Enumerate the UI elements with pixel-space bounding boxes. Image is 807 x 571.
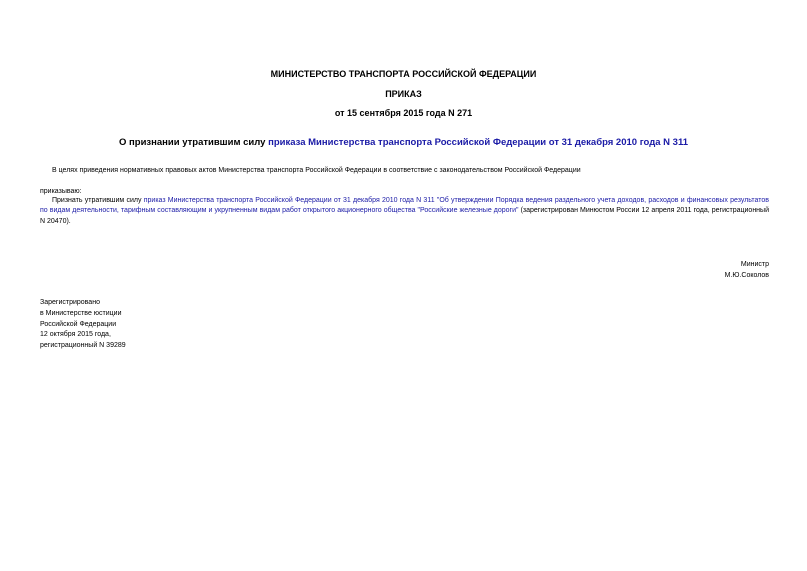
- document-title: [0, 137, 807, 149]
- document-date: от 15 сентября 2015 года N 271: [334, 108, 473, 118]
- title-link[interactable]: приказа Министерства транспорта Российской Федерации от 31 декабря 2010 года N 311: [268, 137, 688, 148]
- registration-line: Российской Федерации: [40, 320, 117, 328]
- paragraph-link[interactable]: приказ Министерства транспорта Российской Федерации от 31 декабря 2010 года N 311 "Об утверждении Порядка ведения раздельного учета доходов, расходов и финансовых результатов по видам деятельности, тарифным составляющим и укрупненным видам работ открытого акционерного общества "Российские железные дороги": [40, 197, 770, 215]
- registration-line: 12 октября 2015 года,: [40, 331, 111, 339]
- order-word: приказываю:: [40, 188, 82, 195]
- document-type: ПРИКАЗ: [385, 89, 422, 99]
- main-paragraph: [40, 196, 769, 227]
- paragraph-prefix: Признать утратившим силу: [52, 197, 144, 204]
- signature-title: Министр: [740, 261, 769, 268]
- ministry-heading: МИНИСТЕРСТВО ТРАНСПОРТА РОССИЙСКОЙ ФЕДЕРАЦИИ: [270, 69, 537, 79]
- registration-line: в Министерстве юстиции: [40, 309, 122, 317]
- title-prefix: О признании утратившим силу: [119, 137, 269, 148]
- paragraph-suffix: (зарегистрирован Минюстом России 12 апреля 2011 года, регистрационный N 20470).: [40, 207, 769, 225]
- signature-name: М.Ю.Соколов: [724, 272, 769, 279]
- registration-line: Зарегистрировано: [40, 299, 100, 306]
- preamble-text: В целях приведения нормативных правовых актов Министерства транспорта Российской Федерации в соответствие с законодательством Российской Федерации: [52, 167, 581, 174]
- registration-block: [40, 298, 126, 352]
- registration-line: регистрационный N 39289: [40, 342, 126, 350]
